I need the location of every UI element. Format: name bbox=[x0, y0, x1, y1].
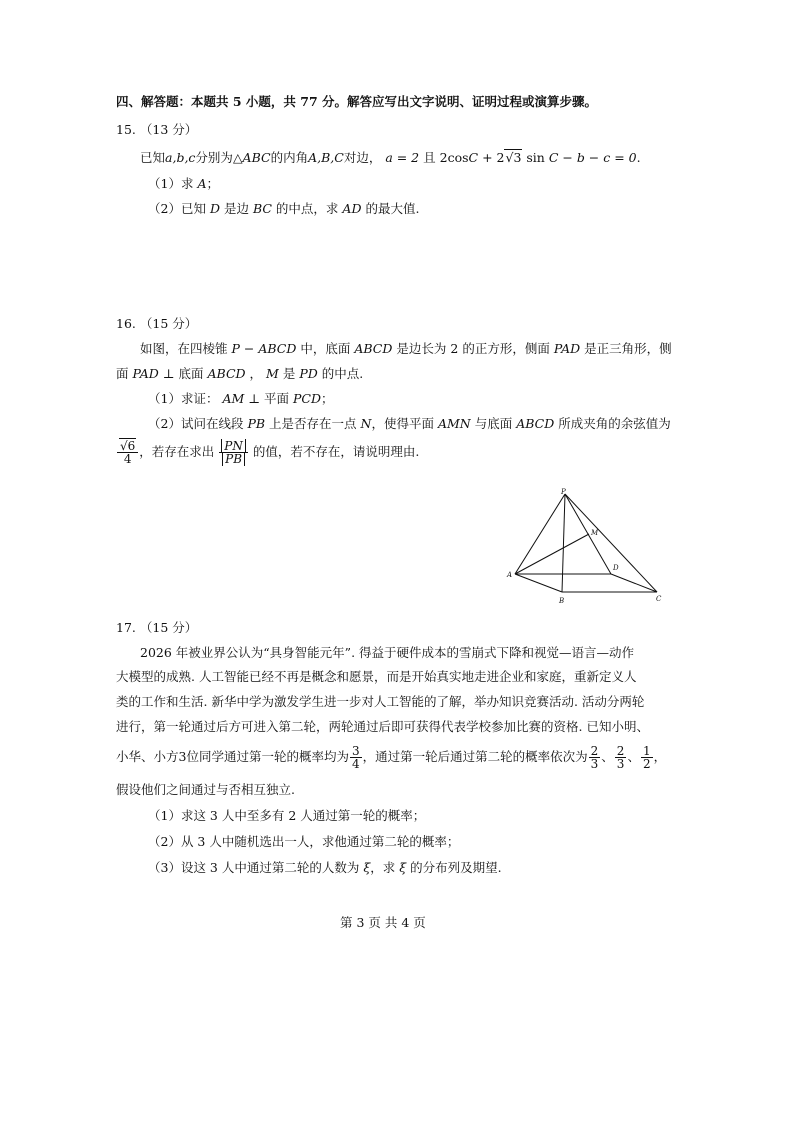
q17-part1: （1）求这 3 人中至多有 2 人通过第一轮的概率； bbox=[148, 808, 426, 823]
q16-line4 bbox=[116, 440, 419, 465]
q17-paragraph-line: 假设他们之间通过与否相互独立. bbox=[116, 782, 295, 797]
pyramid-figure bbox=[505, 488, 670, 610]
q15-text: 分别为 bbox=[195, 150, 233, 165]
q15-math: A bbox=[197, 176, 207, 191]
q17-text: 的分布列及期望. bbox=[410, 860, 502, 875]
q16-number: 16. bbox=[116, 316, 136, 331]
q16-text: 上是否存在一点 bbox=[269, 416, 357, 431]
q15-text: 的最大值. bbox=[365, 201, 420, 216]
q15-part2 bbox=[148, 199, 419, 217]
page-footer: 第 3 页 共 4 页 bbox=[340, 915, 426, 930]
edge-DC bbox=[611, 574, 657, 592]
q16-text: 的中点. bbox=[321, 366, 364, 381]
q15-text: 的中点，求 bbox=[275, 201, 339, 216]
q16-math: N bbox=[360, 416, 372, 431]
label-A: A bbox=[507, 571, 513, 579]
q16-math: PN bbox=[221, 439, 246, 453]
q15-text: . bbox=[636, 150, 641, 165]
q15-text: 已知 bbox=[140, 150, 166, 165]
q17-probability-line bbox=[116, 745, 666, 770]
q16-part1 bbox=[148, 389, 334, 407]
q17-math: 3 bbox=[178, 749, 187, 764]
q17-number: 17. bbox=[116, 620, 136, 635]
q15-points: （13 分） bbox=[139, 122, 198, 137]
q16-math: ABCD bbox=[516, 416, 555, 431]
q17-header bbox=[116, 618, 197, 636]
q16-text: （1）求证： bbox=[148, 391, 219, 406]
q15-header bbox=[116, 120, 197, 138]
q15-math: C bbox=[468, 150, 479, 165]
q15-math: a = 2 bbox=[385, 150, 420, 165]
q17-math: 3 bbox=[590, 757, 599, 771]
q16-text: 面 bbox=[116, 366, 129, 381]
q16-line1 bbox=[140, 339, 672, 357]
q16-math: ABCD bbox=[207, 366, 246, 381]
q16-math: 6 bbox=[127, 439, 136, 453]
q15-math: + 2 bbox=[478, 150, 505, 165]
q17-text: 小华、小方 bbox=[116, 749, 179, 764]
q15-text: 且 bbox=[423, 150, 436, 165]
q16-text: 的值，若不存在，请说明理由. bbox=[252, 444, 420, 459]
q17-math: 3 bbox=[616, 757, 625, 771]
q16-part2 bbox=[148, 414, 671, 432]
q16-math: ABCD bbox=[354, 341, 393, 356]
q17-paragraph-line: 进行，第一轮通过后方可进入第二轮，两轮通过后即可获得代表学校参加比赛的资格. 已知小明、 bbox=[116, 719, 649, 734]
q17-text: （3）设这 3 人中通过第二轮的人数为 bbox=[148, 860, 360, 875]
edge-PC bbox=[565, 494, 657, 592]
q15-math: a,b,c bbox=[165, 150, 196, 165]
q15-text: （2）已知 bbox=[148, 201, 206, 216]
q17-points: （15 分） bbox=[139, 620, 198, 635]
q16-text: 平面 bbox=[263, 391, 289, 406]
q17-math: 3 bbox=[351, 744, 360, 758]
label-C: C bbox=[656, 595, 662, 603]
q16-text: 底面 bbox=[178, 366, 204, 381]
q17-math: 2 bbox=[590, 744, 599, 758]
q15-math: AD bbox=[342, 201, 362, 216]
q16-line2 bbox=[116, 364, 363, 382]
q16-text: 是边长为 bbox=[396, 341, 447, 356]
fraction bbox=[350, 745, 362, 770]
q15-number: 15. bbox=[116, 122, 136, 137]
q16-text: ，若存在求出 bbox=[139, 444, 215, 459]
q15-math: 3 bbox=[513, 150, 522, 165]
fraction: $\frac{√6}{4}$ bbox=[117, 440, 138, 465]
q15-stem bbox=[140, 148, 641, 166]
q17-part3 bbox=[148, 858, 502, 876]
q15-math: 2cos bbox=[439, 150, 469, 165]
q17-text: ， bbox=[653, 749, 667, 764]
q16-math: AMN bbox=[437, 416, 471, 431]
q15-math: BC bbox=[252, 201, 272, 216]
q17-paragraph-line: 2026 年被业界公认为“具身智能元年”. 得益于硬件成本的雪崩式下降和视觉—语言—动作 bbox=[140, 645, 635, 660]
q16-math: PB bbox=[222, 452, 245, 466]
q16-text: ； bbox=[320, 391, 334, 406]
q15-text: 对边， bbox=[343, 150, 382, 165]
q16-text: ， bbox=[249, 366, 263, 381]
edge-AB bbox=[515, 574, 562, 592]
q15-text: ； bbox=[206, 176, 219, 191]
q17-text: ，通过第一轮后通过第二轮的概率依次为 bbox=[362, 749, 588, 764]
q16-points: （15 分） bbox=[139, 316, 198, 331]
q16-text: 是 bbox=[282, 366, 296, 381]
q17-text: 、 bbox=[627, 749, 640, 764]
label-D: D bbox=[613, 564, 619, 572]
q17-math: ξ bbox=[363, 860, 371, 875]
q15-math: C − b − c = 0 bbox=[548, 150, 637, 165]
fraction bbox=[641, 745, 653, 770]
q15-text: 是边 bbox=[223, 201, 249, 216]
segment-AM bbox=[515, 534, 589, 574]
edge-PA bbox=[515, 494, 565, 574]
q16-math: PB bbox=[247, 416, 266, 431]
q16-text: 所成夹角的余弦值为 bbox=[558, 416, 671, 431]
q16-text: 如图，在四棱锥 bbox=[140, 341, 228, 356]
edge-PB bbox=[562, 494, 565, 592]
q16-header bbox=[116, 314, 197, 332]
q16-math: 2 bbox=[450, 341, 459, 356]
sqrt-symbol: √3 bbox=[505, 150, 522, 165]
fraction bbox=[589, 745, 601, 770]
label-B: B bbox=[559, 597, 565, 605]
q15-text: （1）求 bbox=[148, 176, 194, 191]
q17-part2: （2）从 3 人中随机选出一人，求他通过第二轮的概率； bbox=[148, 834, 460, 849]
q17-text: 、 bbox=[601, 749, 614, 764]
q17-paragraph-line: 大模型的成熟. 人工智能已经不再是概念和愿景，而是开始真实地走进企业和家庭，重新定义人 bbox=[116, 669, 637, 684]
q17-math: 2 bbox=[642, 757, 651, 771]
q16-text: ，使得平面 bbox=[371, 416, 434, 431]
q16-math: PD bbox=[299, 366, 318, 381]
q16-text: （2）试问在线段 bbox=[148, 416, 244, 431]
q16-math: PCD bbox=[292, 391, 321, 406]
q15-text: 的内角 bbox=[270, 150, 309, 165]
q16-math: M bbox=[266, 366, 279, 381]
q17-math: 1 bbox=[642, 744, 651, 758]
label-P: P bbox=[561, 488, 566, 496]
q16-text: 的正方形，侧面 bbox=[462, 341, 550, 356]
label-M: M bbox=[591, 529, 599, 537]
q16-text: 与底面 bbox=[474, 416, 513, 431]
q16-math: PAD bbox=[553, 341, 581, 356]
q17-text: ，求 bbox=[370, 860, 396, 875]
q17-math: 4 bbox=[351, 757, 360, 771]
q15-math: △ABC bbox=[232, 150, 271, 165]
q15-math: sin bbox=[526, 150, 545, 165]
q15-math: A,B,C bbox=[308, 150, 344, 165]
q15-math: D bbox=[209, 201, 220, 216]
section-heading: 四、解答题：本题共 5 小题，共 77 分。解答应写出文字说明、证明过程或演算步骤。 bbox=[116, 94, 598, 109]
q16-math: AM ⊥ bbox=[222, 391, 260, 406]
q17-paragraph-line: 类的工作和生活. 新华中学为激发学生进一步对人工智能的了解，举办知识竞赛活动. 活动分两轮 bbox=[116, 694, 645, 709]
fraction bbox=[615, 745, 627, 770]
q16-math: 4 bbox=[123, 452, 132, 466]
q17-text: 位同学通过第一轮的概率均为 bbox=[186, 749, 349, 764]
q17-math: 2 bbox=[616, 744, 625, 758]
q16-text: 中，底面 bbox=[300, 341, 351, 356]
q15-part1 bbox=[148, 174, 219, 192]
q16-math: P − ABCD bbox=[231, 341, 297, 356]
q17-math: ξ bbox=[399, 860, 407, 875]
q16-math: PAD ⊥ bbox=[132, 366, 175, 381]
ratio-fraction bbox=[219, 440, 248, 465]
q16-text: 是正三角形，侧 bbox=[584, 341, 672, 356]
